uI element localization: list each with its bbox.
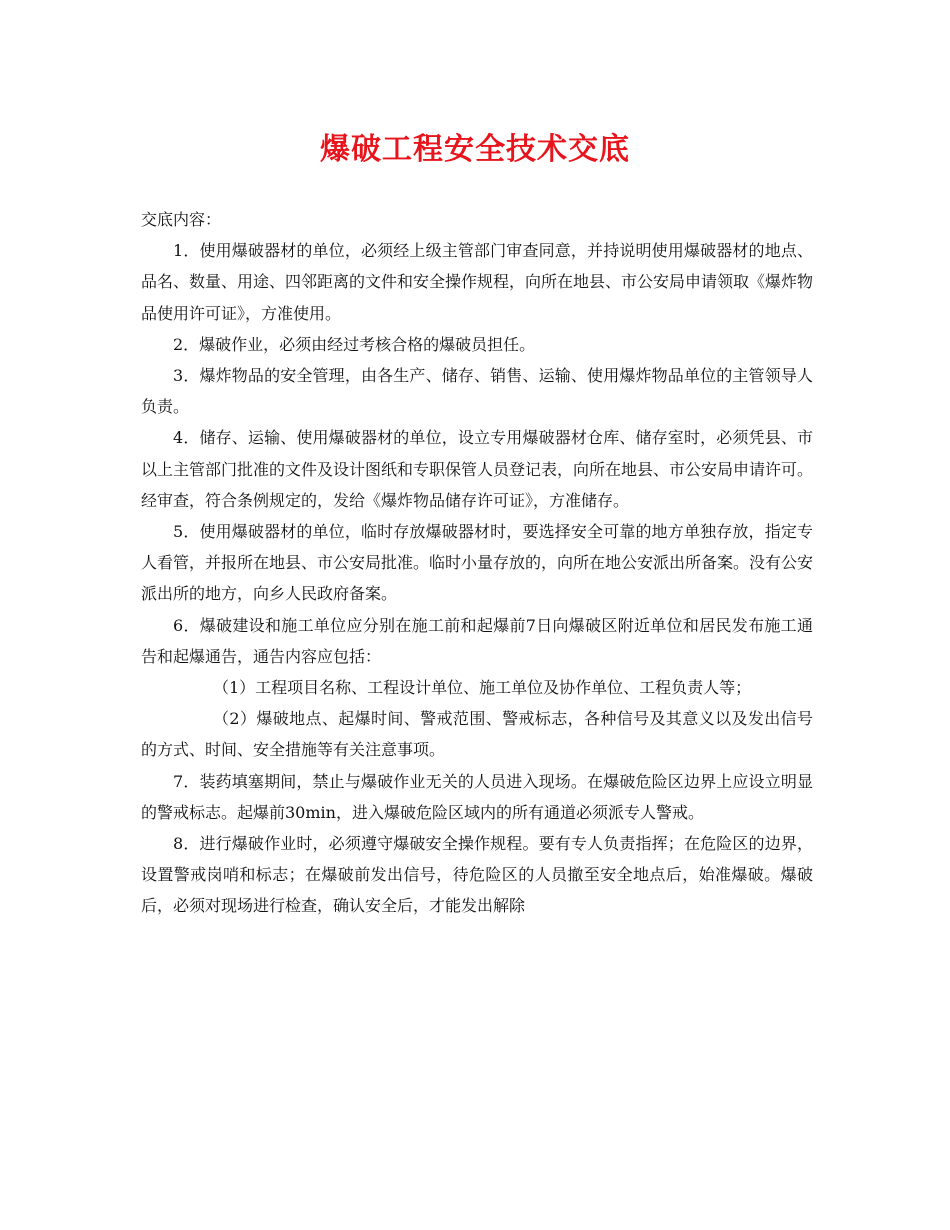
paragraph-4: 4．储存、运输、使用爆破器材的单位，设立专用爆破器材仓库、储存室时，必须凭县、市以上主管部门批准的文件及设计图纸和专职保管人员登记表，向所在地县、市公安局申请许可。经审查，符合条例规定的，发给《爆炸物品储存许可证》，方准储存。: [141, 428, 814, 510]
paragraph-5: 5．使用爆破器材的单位，临时存放爆破器材时，要选择安全可靠的地方单独存放，指定专人看管，并报所在地县、市公安局批准。临时小量存放的，向所在地公安派出所备案。没有公安派出所的地方，向乡人民政府备案。: [141, 522, 814, 604]
document-title: 爆破工程安全技术交底: [320, 132, 630, 167]
paragraph-6: 6．爆破建设和施工单位应分别在施工前和起爆前7日向爆破区附近单位和居民发布施工通告和起爆通告，通告内容应包括：: [141, 615, 813, 666]
paragraph-3: 3．爆炸物品的安全管理，由各生产、储存、销售、运输、使用爆炸物品单位的主管领导人负责。: [141, 366, 813, 417]
paragraph-2: 2．爆破作业，必须由经过考核合格的爆破员担任。: [173, 334, 536, 354]
paragraph-6-subitem-1: （1）工程项目名称、工程设计单位、施工单位及协作单位、工程负责人等；: [213, 678, 752, 698]
document-body: [141, 204, 813, 922]
intro-label: 交底内容：: [141, 210, 222, 229]
paragraph-6-subitem-2: （2）爆破地点、起爆时间、警戒范围、警戒标志，各种信号及其意义以及发出信号的方式、时间、安全措施等有关注意事项。: [141, 709, 813, 760]
paragraph-7: 7．装药填塞期间，禁止与爆破作业无关的人员进入现场。在爆破危险区边界上应设立明显的警戒标志。起爆前30min，进入爆破危险区域内的所有通道必须派专人警戒。: [141, 771, 813, 822]
paragraph-8: 8．进行爆破作业时，必须遵守爆破安全操作规程。要有专人负责指挥；在危险区的边界，设置警戒岗哨和标志；在爆破前发出信号，待危险区的人员撤至安全地点后，始准爆破。爆破后，必须对现场进行检查，确认安全后，才能发出解除: [141, 834, 813, 916]
paragraph-1: 1．使用爆破器材的单位，必须经上级主管部门审查同意，并持说明使用爆破器材的地点、品名、数量、用途、四邻距离的文件和安全操作规程，向所在地县、市公安局申请领取《爆炸物品使用许可证》，方准使用。: [141, 241, 814, 323]
